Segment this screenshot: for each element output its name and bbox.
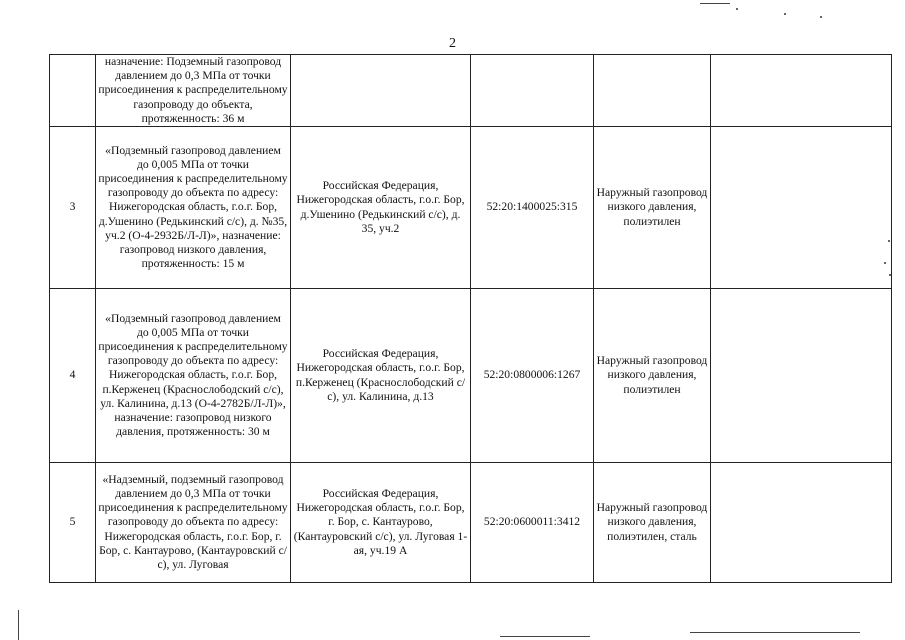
location-cell bbox=[291, 55, 471, 127]
scan-mark-dot bbox=[884, 262, 886, 264]
object-type-cell: Наружный газопровод низкого давления, полиэтилен bbox=[594, 289, 711, 463]
cadastral-number-cell: 52:20:1400025:315 bbox=[471, 127, 594, 289]
table-row bbox=[50, 463, 892, 583]
scan-mark-dot bbox=[888, 240, 890, 242]
scan-mark-line bbox=[700, 3, 730, 4]
location-cell: Российская Федерация, Нижегородская область, г.о.г. Бор, п.Керженец (Краснослободский с/с), ул. Калинина, д.13 bbox=[291, 289, 471, 463]
object-description-cell: «Подземный газопровод давлением до 0,005 МПа от точки присоединения к распределительному газопроводу до объекта по адресу: Нижегородская область, г.о.г. Бор, д.Ушенино (Редькинский с/с), д. №35, уч.2 (О-4-2932Б/Л-Л)», назначение: газопровод низкого давления, протяженность: 15 м bbox=[96, 127, 291, 289]
empty-cell bbox=[711, 463, 892, 583]
scan-mark-dot bbox=[820, 16, 822, 18]
row-number-cell bbox=[50, 55, 96, 127]
cadastral-number-cell: 52:20:0600011:3412 bbox=[471, 463, 594, 583]
scan-mark-line bbox=[500, 636, 590, 637]
location-cell: Российская Федерация, Нижегородская область, г.о.г. Бор, г. Бор, с. Кантаурово, (Кантауровский с/с), ул. Луговая 1-ая, уч.19 А bbox=[291, 463, 471, 583]
object-type-cell bbox=[594, 55, 711, 127]
scan-mark-dot bbox=[784, 13, 786, 15]
scan-mark-line bbox=[18, 610, 19, 640]
object-description-cell: «Надземный, подземный газопровод давлением до 0,3 МПа от точки присоединения к распределительному газопроводу до объекта по адресу: Нижегородская область, г.о.г. Бор, г. Бор, с. Кантаурово, (Кантауровский с/с), ул. Луговая bbox=[96, 463, 291, 583]
empty-cell bbox=[711, 289, 892, 463]
row-number-cell: 4 bbox=[50, 289, 96, 463]
object-description-cell: «Подземный газопровод давлением до 0,005 МПа от точки присоединения к распределительному газопроводу до объекта по адресу: Нижегородская область, г.о.г. Бор, п.Керженец (Краснослободский с/с), ул. Калинина, д.13 (О-4-2782Б/Л-Л)», назначение: газопровод низкого давления, протяженность: 30 м bbox=[96, 289, 291, 463]
object-description-cell: назначение: Подземный газопровод давлением до 0,3 МПа от точки присоединения к распределительному газопроводу до объекта, протяженность: 36 м bbox=[96, 55, 291, 127]
cadastral-number-cell: 52:20:0800006:1267 bbox=[471, 289, 594, 463]
row-number-cell: 3 bbox=[50, 127, 96, 289]
table-row bbox=[50, 127, 892, 289]
table-row bbox=[50, 55, 892, 127]
empty-cell bbox=[711, 55, 892, 127]
page-number: 2 bbox=[449, 36, 456, 51]
object-type-cell: Наружный газопровод низкого давления, полиэтилен, сталь bbox=[594, 463, 711, 583]
scan-mark-dot bbox=[736, 8, 738, 10]
row-number-cell: 5 bbox=[50, 463, 96, 583]
registry-table bbox=[49, 54, 892, 583]
cadastral-number-cell bbox=[471, 55, 594, 127]
empty-cell bbox=[711, 127, 892, 289]
table-row bbox=[50, 289, 892, 463]
scan-mark-dot bbox=[889, 274, 891, 276]
scan-mark-line bbox=[690, 632, 860, 633]
location-cell: Российская Федерация, Нижегородская область, г.о.г. Бор, д.Ушенино (Редькинский с/с), д. 35, уч.2 bbox=[291, 127, 471, 289]
object-type-cell: Наружный газопровод низкого давления, полиэтилен bbox=[594, 127, 711, 289]
